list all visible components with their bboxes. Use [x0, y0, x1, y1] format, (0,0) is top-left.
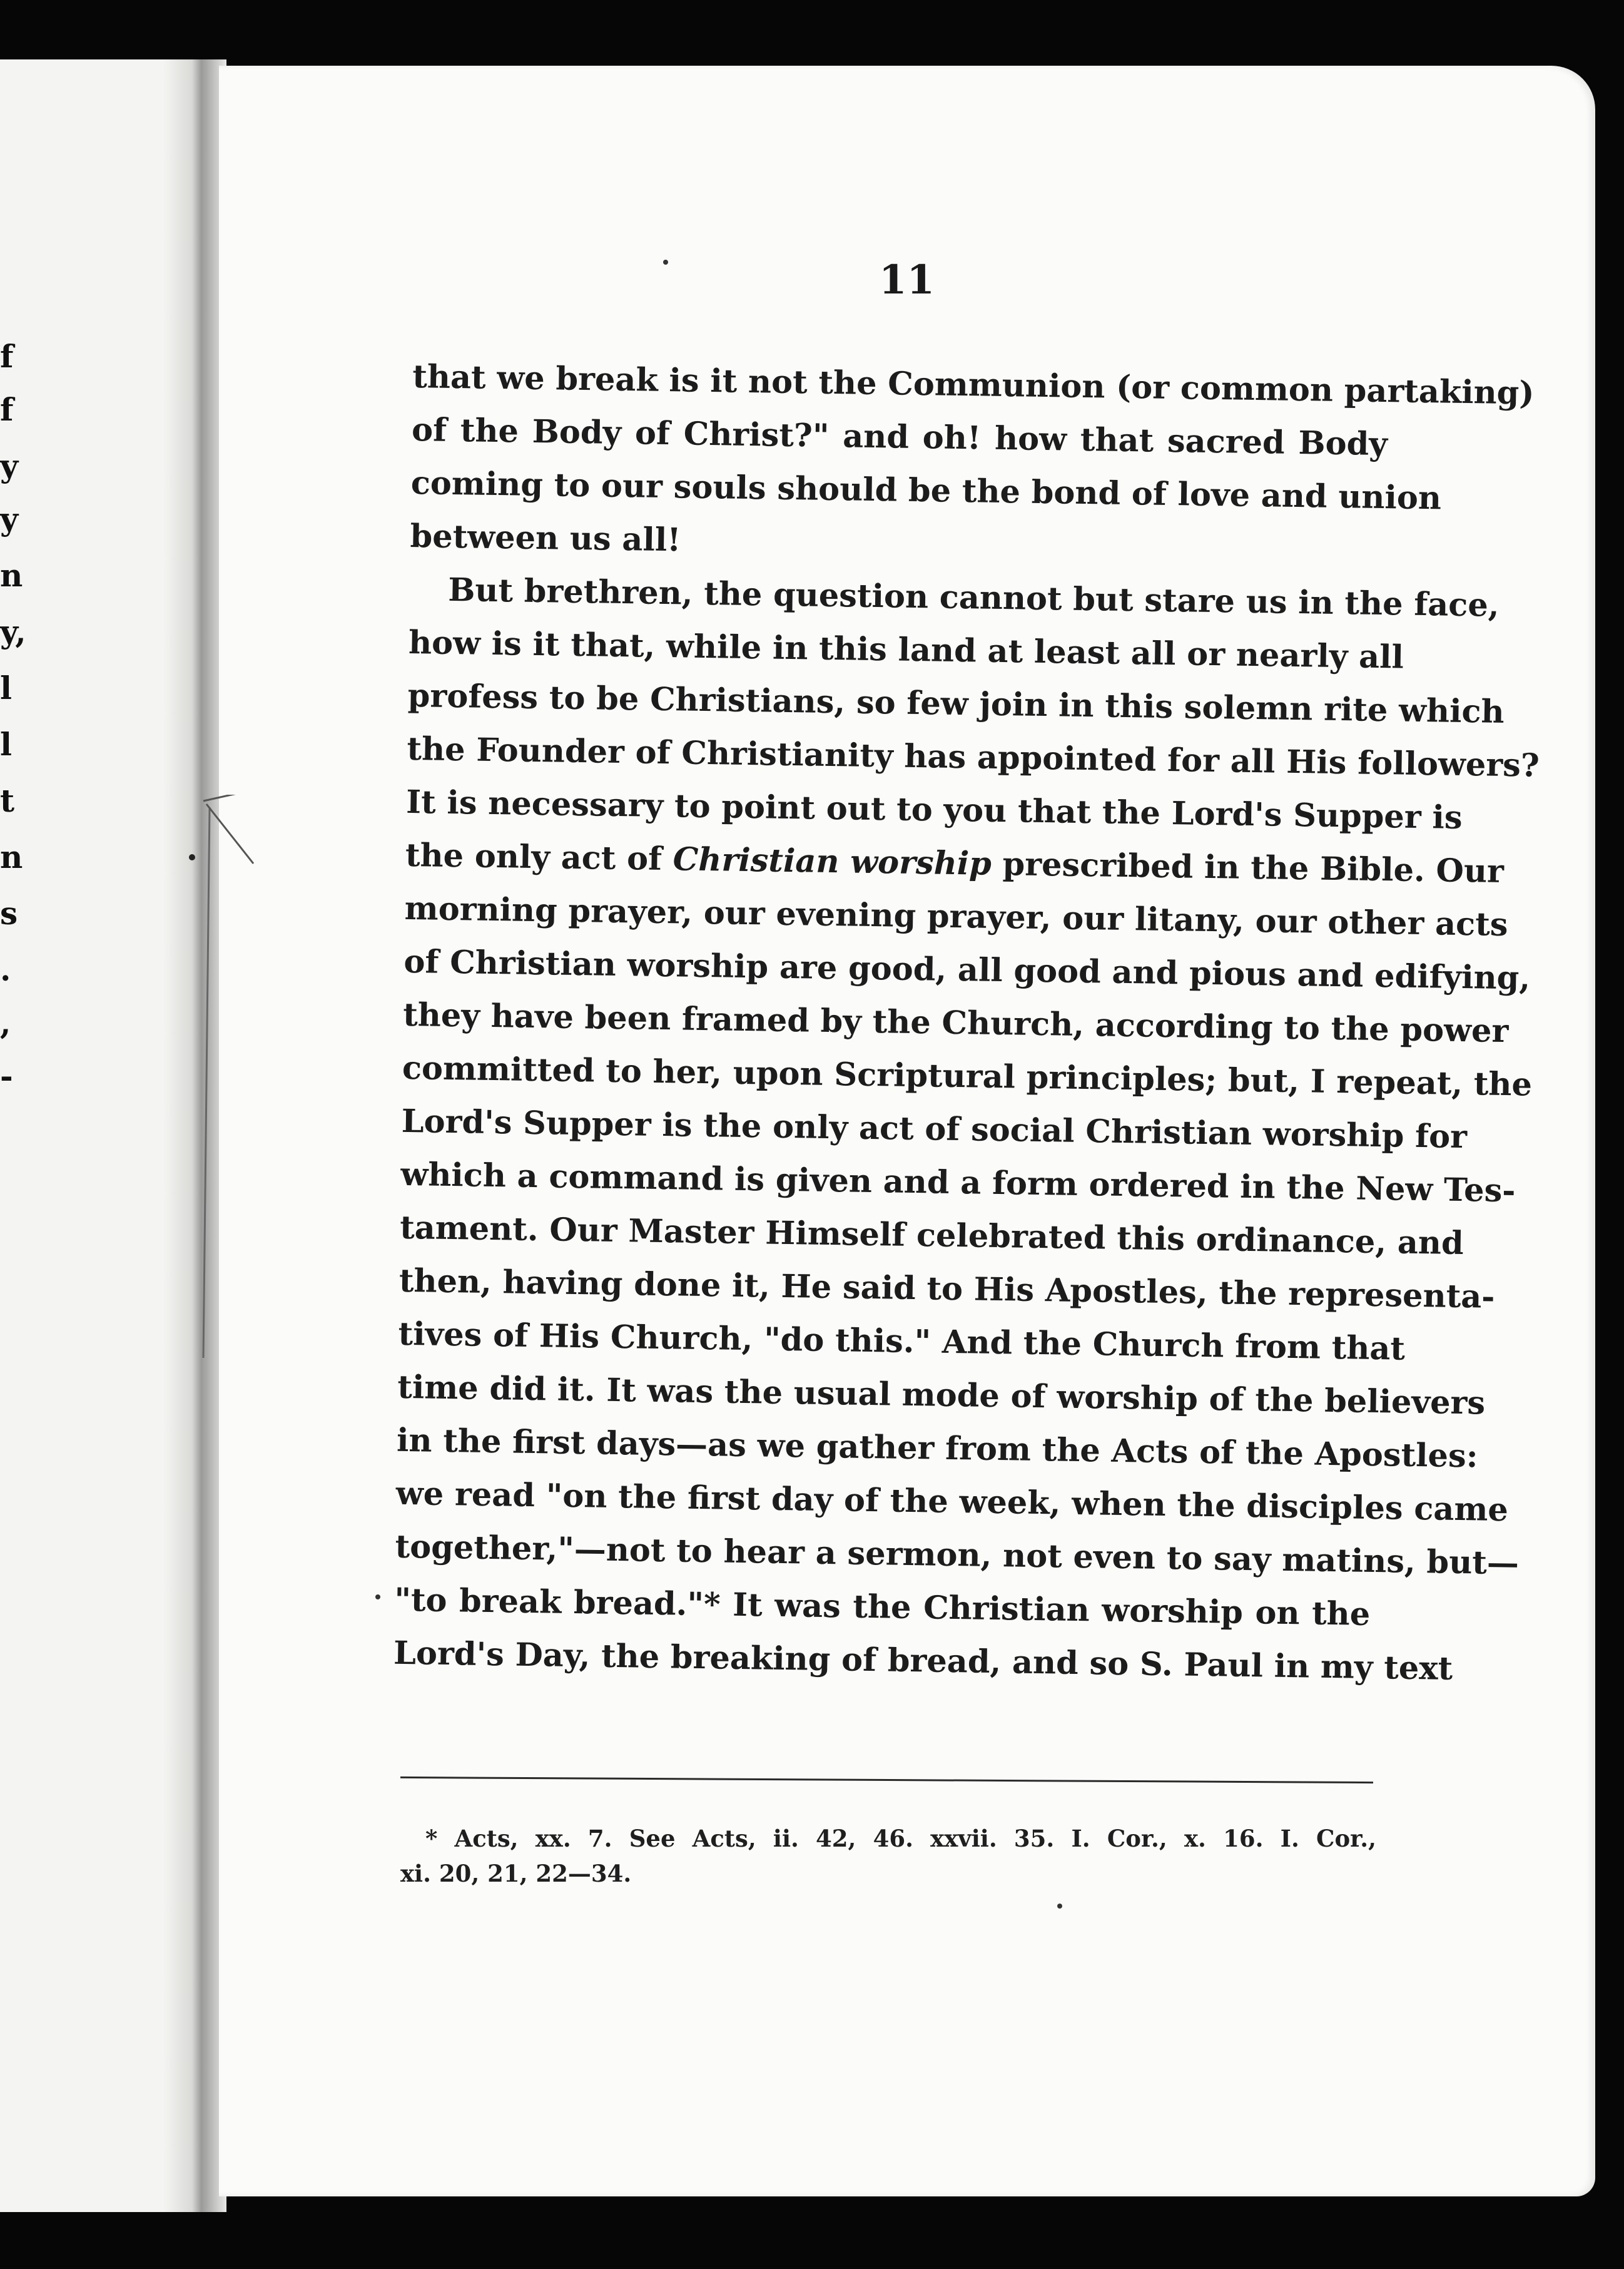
edge-char: n: [0, 557, 23, 594]
edge-char: s: [0, 895, 18, 932]
edge-char: n: [0, 839, 23, 875]
page-number: 11: [879, 257, 935, 303]
text-line: which a command is given and a form ordered in the New Tes-: [400, 1155, 1516, 1210]
text-line: Lord's Day, the breaking of bread, and so S. Paul in my text: [393, 1634, 1453, 1688]
edge-char: .: [0, 951, 11, 988]
pencil-mark-icon: [185, 795, 272, 1370]
paper-speck: [663, 260, 668, 265]
text-line: that we break is it not the Communion (or common partaking): [412, 357, 1535, 412]
text-line: profess to be Christians, so few join in this solemn rite which: [407, 676, 1505, 731]
edge-char: y: [0, 501, 19, 538]
text-line: "to break bread."* It was the Christian worship on the: [393, 1581, 1371, 1633]
edge-char: f: [0, 391, 14, 428]
edge-char: y,: [0, 613, 26, 650]
text-line: then, having done it, He said to His Apostles, the representa-: [398, 1262, 1495, 1316]
footnote-line: * Acts, xx. 7. See Acts, ii. 42, 46. xxvii. 35. I. Cor., x. 16. I. Cor.,: [425, 1825, 1376, 1852]
edge-char: -: [0, 1058, 13, 1094]
italic-phrase: Christian worship: [672, 840, 992, 883]
text-line: they have been framed by the Church, according to the power: [402, 996, 1509, 1051]
text-line: tives of His Church, "do this." And the Church from that: [398, 1315, 1406, 1368]
edge-char: t: [0, 782, 15, 819]
text-line: between us all!: [410, 517, 682, 559]
text-line: how is it that, while in this land at least all or nearly all: [408, 623, 1404, 676]
text-line: we read "on the first day of the week, when the disciples came: [395, 1474, 1509, 1529]
text-line: together,"—not to hear a sermon, not even to say matins, but—: [395, 1527, 1520, 1583]
edge-char: l: [0, 670, 12, 706]
footnote-line: xi. 20, 21, 22—34.: [400, 1860, 632, 1887]
footnote: [400, 1821, 1376, 1891]
text-line: It is necessary to point out to you that the Lord's Supper is: [405, 783, 1463, 837]
text-run: the only act of: [405, 836, 674, 879]
paper-speck: [375, 1594, 380, 1599]
text-line: tament. Our Master Himself celebrated this ordinance, and: [399, 1208, 1464, 1263]
edge-char: f: [0, 338, 14, 375]
body-text: [393, 350, 1540, 1695]
text-line: of Christian worship are good, all good and pious and edifying,: [403, 942, 1531, 997]
text-run: prescribed in the Bible. Our: [991, 845, 1505, 890]
text-line: coming to our souls should be the bond of love and union: [410, 464, 1442, 518]
text-line: of the Body of Christ?" and oh! how that sacred Body: [411, 410, 1388, 464]
text-line: morning prayer, our evening prayer, our litany, our other acts: [404, 889, 1508, 944]
text-line: the Founder of Christianity has appointed for all His followers?: [407, 730, 1540, 785]
edge-char: y: [0, 447, 19, 484]
paper-speck: [1057, 1904, 1062, 1909]
edge-char: l: [0, 726, 12, 763]
text-line: time did it. It was the usual mode of worship of the believers: [397, 1368, 1486, 1422]
text-line: But brethren, the question cannot but stare us in the face,: [447, 571, 1500, 625]
text-line: committed to her, upon Scriptural principles; but, I repeat, the: [402, 1049, 1533, 1104]
text-line: Lord's Supper is the only act of social Christian worship for: [401, 1102, 1468, 1156]
edge-char: ,: [0, 1004, 11, 1041]
text-line: in the first days—as we gather from the Acts of the Apostles:: [396, 1421, 1478, 1476]
